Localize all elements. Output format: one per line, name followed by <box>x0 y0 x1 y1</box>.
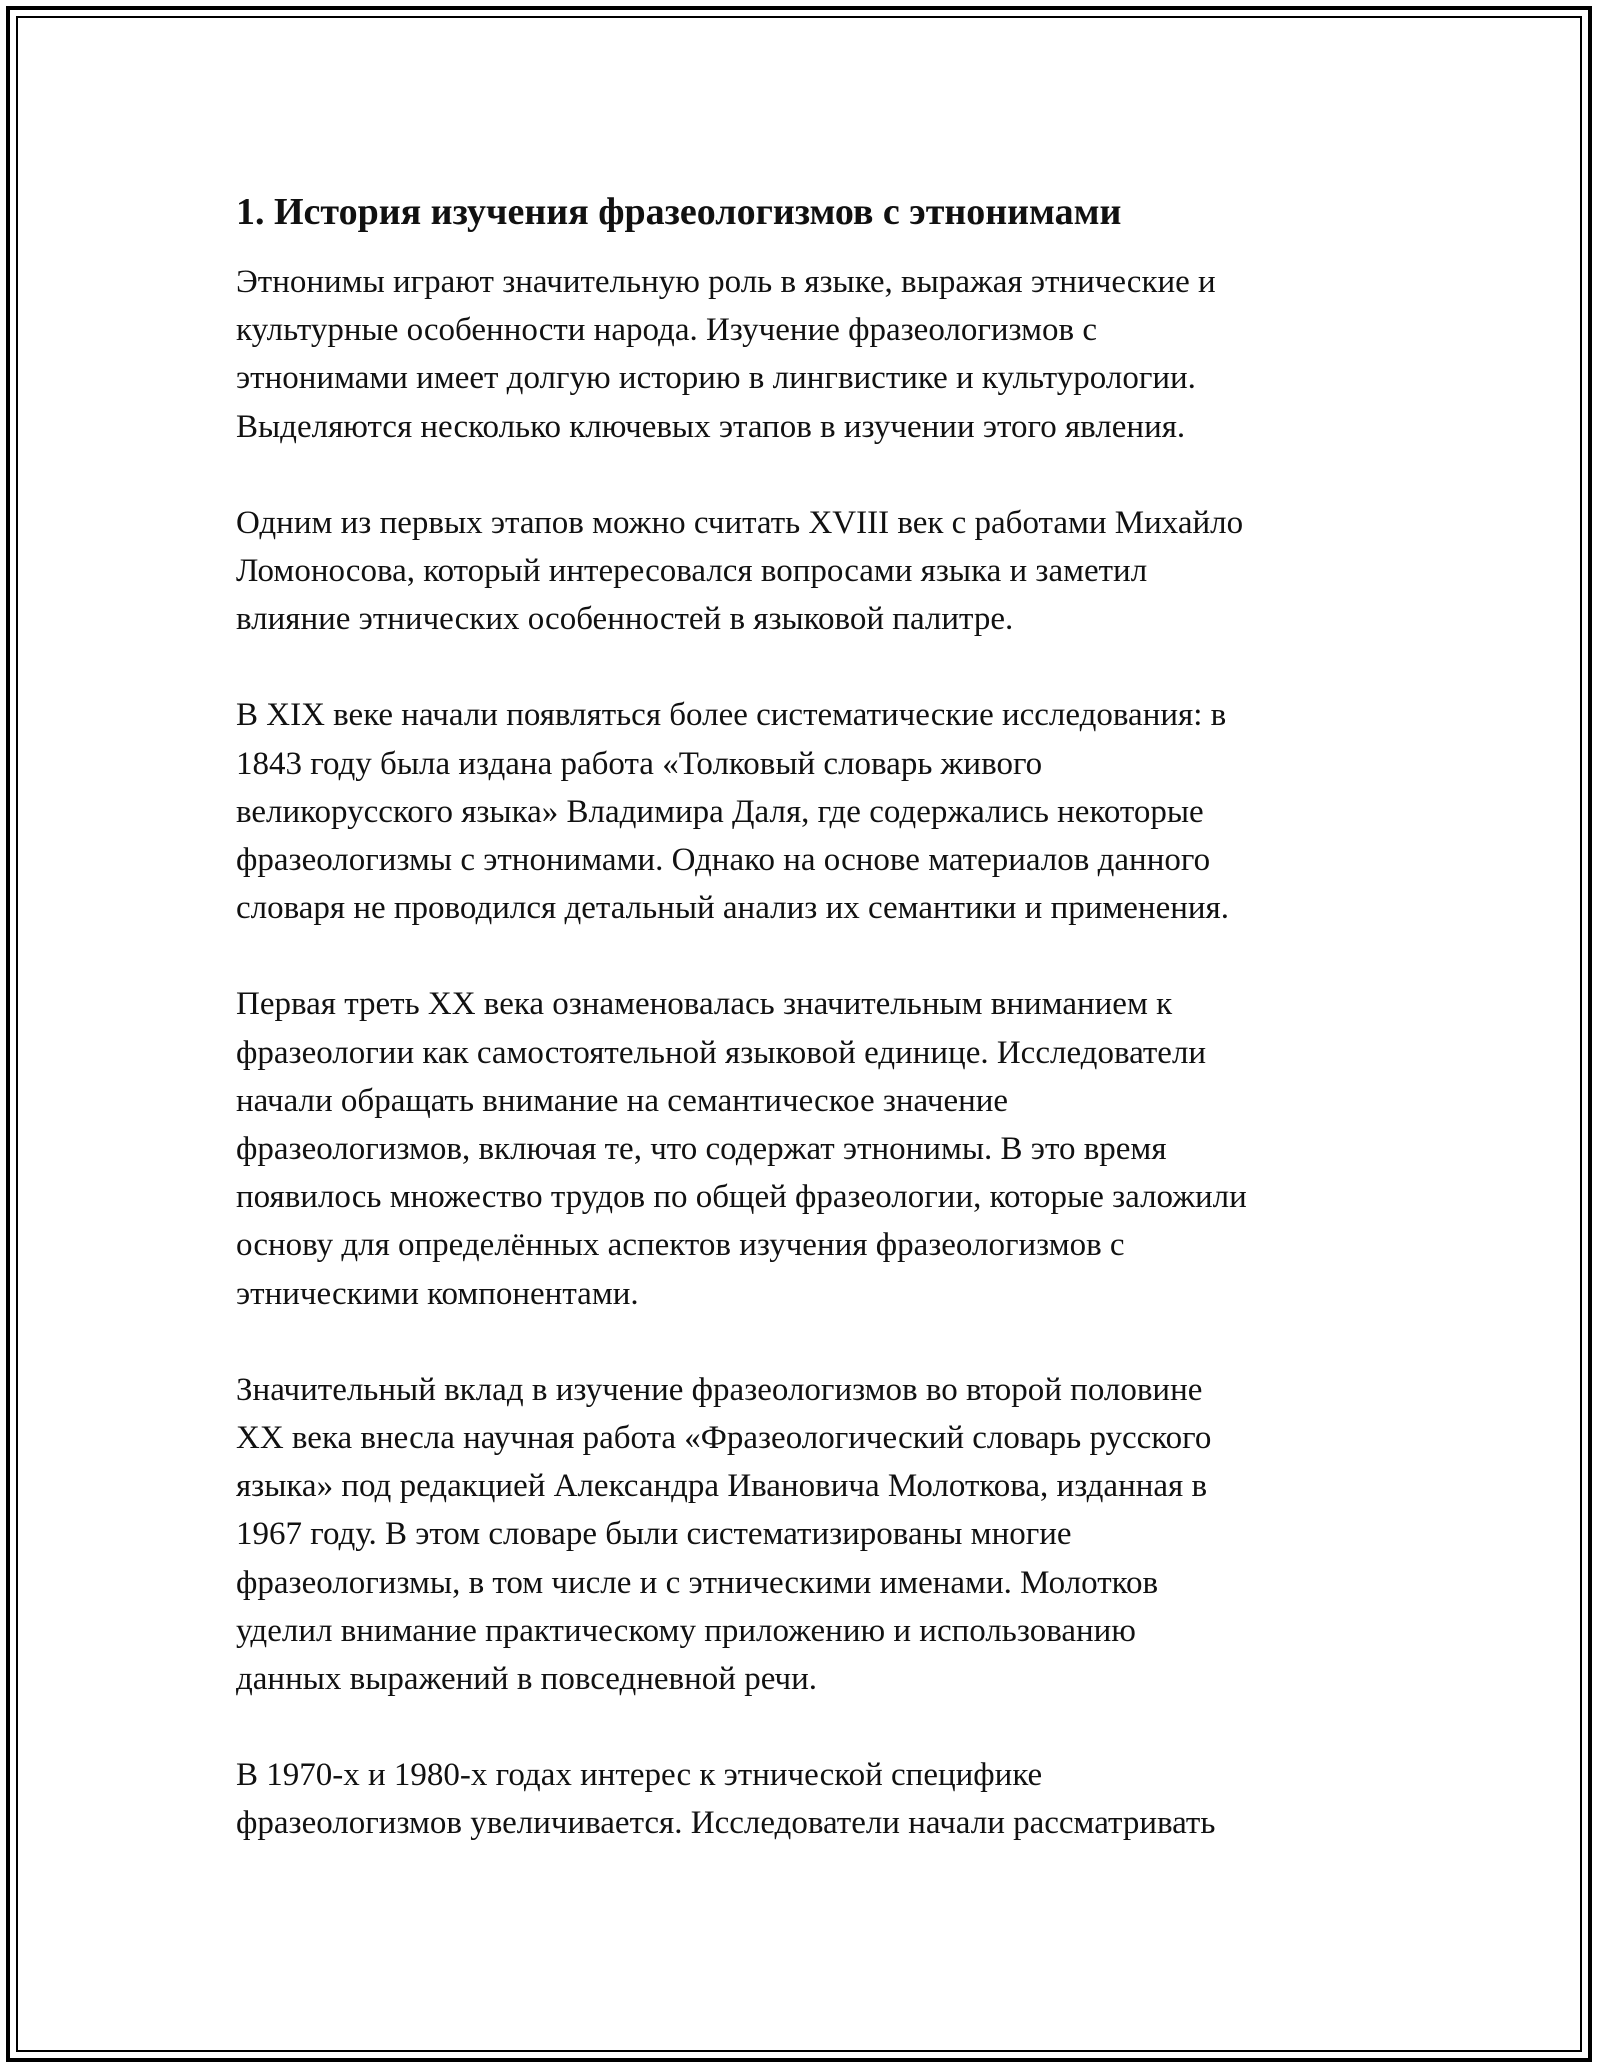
paragraph-3: В XIX веке начали появляться более систематические исследования: в 1843 году была издана работа «Толковый словарь живого великорусского языка» Владимира Даля, где содержались некоторые фразеологизмы с этнонимами. Однако на основе материалов данного словаря не проводился детальный анализ их семантики и применения. <box>236 697 1229 927</box>
paragraph-4: Первая треть XX века ознаменовалась значительным вниманием к фразеологии как самостоятельной языковой единице. Исследователи начали обращать внимание на семантическое значение фразеологизмов, включая те, что содержат этнонимы. В это время появилось множество трудов по общей фразеологии, которые заложили основу для определённых аспектов изучения фразеологизмов с этническими компонентами. <box>236 986 1247 1312</box>
paragraph-6: В 1970-х и 1980-х годах интерес к этнической специфике фразеологизмов увеличивается. Исследователи начали рассматривать <box>236 1757 1216 1842</box>
paragraph-5: Значительный вклад в изучение фразеологизмов во второй половине XX века внесла научная работа «Фразеологический словарь русского языка» под редакцией Александра Ивановича Молоткова, изданная в 1967 году. В этом словаре были систематизированы многие фразеологизмы, в том числе и с этническими именами. Молотков уделил внимание практическому приложению и использованию данных выражений в повседневной речи. <box>236 1371 1212 1698</box>
section-heading: 1. История изучения фразеологизмов с этнонимами <box>236 191 1122 233</box>
document-body <box>236 182 1376 1848</box>
paragraph-2: Одним из первых этапов можно считать XVIII век с работами Михайло Ломоносова, который интересовался вопросами языка и заметил влияние этнических особенностей в языковой палитре. <box>236 504 1244 638</box>
paragraph-1: Этнонимы играют значительную роль в языке, выражая этнические и культурные особенности народа. Изучение фразеологизмов с этнонимами имеет долгую историю в лингвистике и культурологии. Выделяются несколько ключевых этапов в изучении этого явления. <box>236 264 1216 445</box>
